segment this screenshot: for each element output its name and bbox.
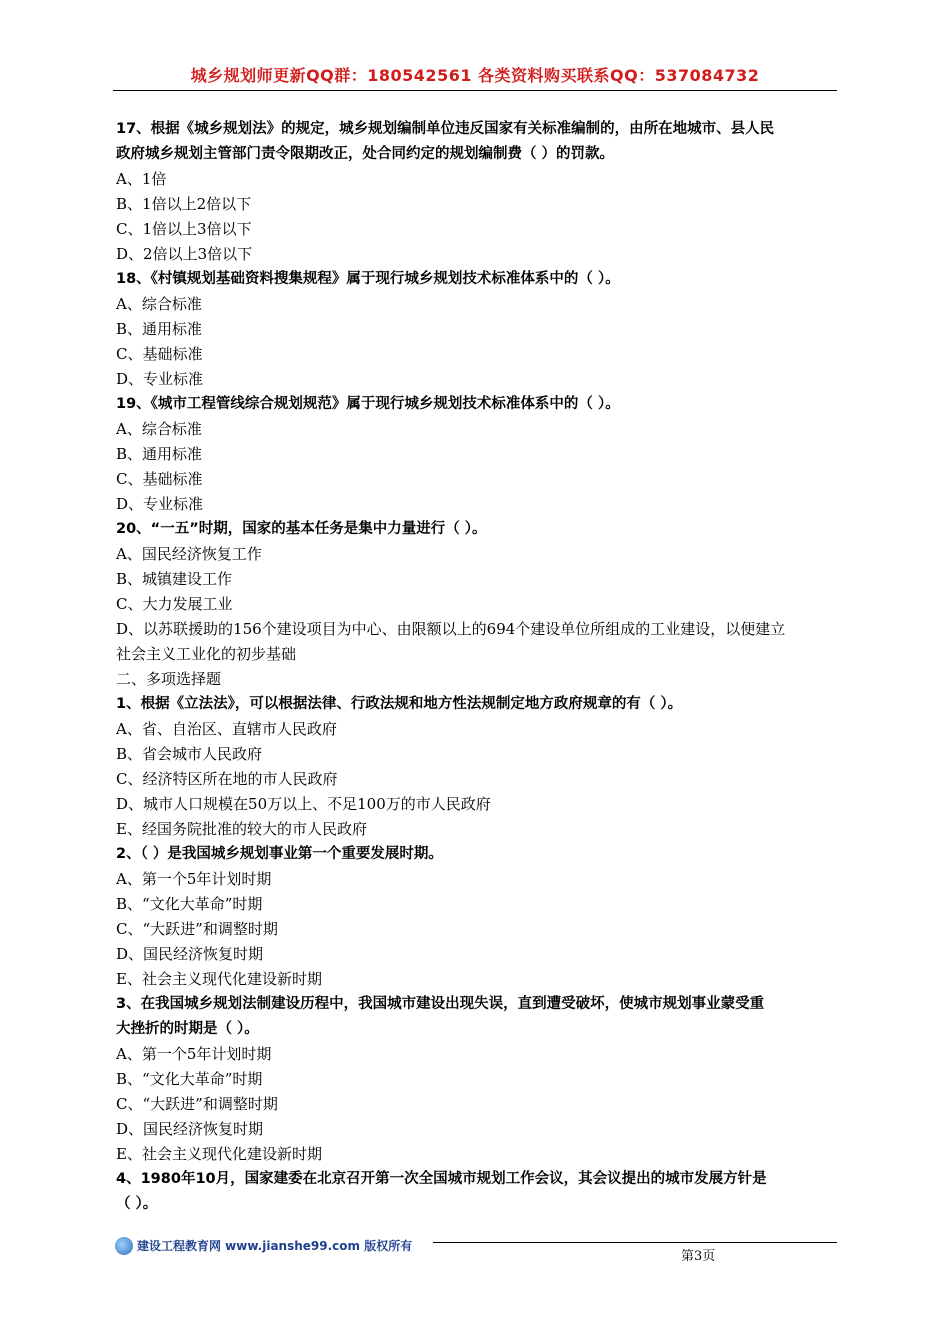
option-line: E、社会主义现代化建设新时期 — [116, 1145, 322, 1163]
option-line: A、综合标准 — [116, 295, 202, 313]
question-line: 1、根据《立法法》，可以根据法律、行政法规和地方性法规制定地方政府规章的有（ ）。 — [116, 696, 683, 712]
option-line: D、城市人口规模在50万以上、不足100万的市人民政府 — [116, 795, 491, 813]
question-line: 19、《城市工程管线综合规划规范》属于现行城乡规划技术标准体系中的（ ）。 — [116, 396, 620, 412]
logo-icon — [115, 1237, 133, 1255]
option-line: B、省会城市人民政府 — [116, 745, 263, 763]
option-line: D、国民经济恢复时期 — [116, 1120, 264, 1138]
option-line: C、“大跃进”和调整时期 — [116, 920, 278, 938]
option-line: D、国民经济恢复时期 — [116, 945, 264, 963]
header-text: 城乡规划师更新QQ群：180542561 各类资料购买联系QQ：537084732 — [190, 66, 760, 85]
page-number: 第3页 — [681, 1249, 716, 1264]
question-line: 大挫折的时期是（ ）。 — [116, 1021, 259, 1037]
option-line: A、1倍 — [116, 170, 167, 188]
option-line: 二、多项选择题 — [116, 670, 222, 688]
option-line: C、“大跃进”和调整时期 — [116, 1095, 278, 1113]
option-line: A、第一个5年计划时期 — [116, 870, 272, 888]
option-line: D、专业标准 — [116, 495, 204, 513]
option-line: C、大力发展工业 — [116, 595, 233, 613]
option-line: B、“文化大革命”时期 — [116, 1070, 263, 1088]
option-line: C、基础标准 — [116, 345, 203, 363]
document-body — [116, 117, 838, 1217]
page-footer — [113, 1235, 837, 1264]
question-line: 3、在我国城乡规划法制建设历程中，我国城市建设出现失误，直到遭受破坏，使城市规划事业蒙受重 — [116, 996, 765, 1012]
question-line: 20、“一五”时期，国家的基本任务是集中力量进行（ ）。 — [116, 521, 487, 537]
option-line: A、第一个5年计划时期 — [116, 1045, 272, 1063]
option-line: A、国民经济恢复工作 — [116, 545, 262, 563]
option-line: C、经济特区所在地的市人民政府 — [116, 770, 338, 788]
option-line: B、通用标准 — [116, 320, 203, 338]
footer-brand: 建设工程教育网 www.jianshe99.com 版权所有 — [137, 1239, 413, 1253]
option-line: B、通用标准 — [116, 445, 203, 463]
option-line: E、社会主义现代化建设新时期 — [116, 970, 322, 988]
option-line: A、省、自治区、直辖市人民政府 — [116, 720, 337, 738]
option-line: D、2倍以上3倍以下 — [116, 245, 253, 263]
footer-divider — [433, 1242, 837, 1243]
option-line: B、“文化大革命”时期 — [116, 895, 263, 913]
option-line: D、专业标准 — [116, 370, 204, 388]
option-line: D、以苏联援助的156个建设项目为中心、由限额以上的694个建设单位所组成的工业建设，以便建立 — [116, 620, 786, 638]
question-line: 17、根据《城乡规划法》的规定，城乡规划编制单位违反国家有关标准编制的，由所在地城市、县人民 — [116, 121, 775, 137]
question-line: 2、（ ）是我国城乡规划事业第一个重要发展时期。 — [116, 846, 443, 862]
option-line: B、1倍以上2倍以下 — [116, 195, 252, 213]
question-line: （ ）。 — [116, 1196, 158, 1212]
option-line: C、1倍以上3倍以下 — [116, 220, 252, 238]
question-line: 政府城乡规划主管部门责令限期改正，处合同约定的规划编制费（ ）的罚款。 — [116, 146, 615, 162]
option-line: C、基础标准 — [116, 470, 203, 488]
option-line: A、综合标准 — [116, 420, 202, 438]
question-line: 4、1980年10月，国家建委在北京召开第一次全国城市规划工作会议，其会议提出的城市发展方针是 — [116, 1171, 767, 1187]
option-line: 社会主义工业化的初步基础 — [116, 645, 297, 663]
page-header — [113, 62, 837, 91]
question-line: 18、《村镇规划基础资料搜集规程》属于现行城乡规划技术标准体系中的（ ）。 — [116, 271, 620, 287]
option-line: E、经国务院批准的较大的市人民政府 — [116, 820, 367, 838]
option-line: B、城镇建设工作 — [116, 570, 233, 588]
